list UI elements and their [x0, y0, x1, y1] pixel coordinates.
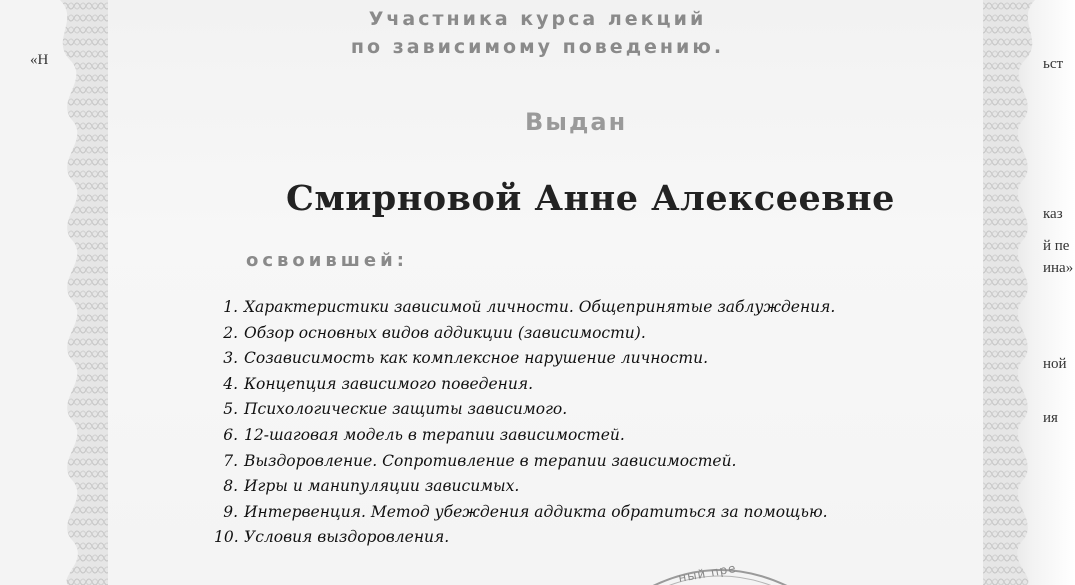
mastered-label: освоившей: [246, 250, 408, 271]
list-item [214, 528, 835, 554]
list-item-number: 5. [223, 400, 238, 419]
list-item [214, 375, 835, 401]
list-item-text: Интервенция. Метод убеждения аддикта обратиться за помощью. [244, 502, 828, 521]
list-item [214, 298, 835, 324]
background-text-fragment: ина» [1043, 260, 1074, 276]
stamp-text: ный пре [677, 561, 738, 585]
background-text-fragment: ия [1043, 410, 1058, 426]
list-item [214, 426, 835, 452]
list-item-number: 8. [223, 477, 238, 496]
list-item-number: 6. [223, 425, 238, 444]
background-text-fragment: каз [1043, 206, 1063, 222]
recipient-name: Смирновой Анне Алексеевне [286, 178, 895, 219]
list-item [214, 349, 835, 375]
list-item [214, 324, 835, 350]
list-item-number: 9. [223, 502, 238, 521]
list-item-number: 2. [223, 323, 238, 342]
list-item-number: 3. [223, 349, 238, 368]
list-item-text: Концепция зависимого поведения. [244, 374, 534, 393]
list-item-number: 4. [223, 374, 238, 393]
issued-label: Выдан [525, 108, 628, 136]
list-item-text: 12-шаговая модель в терапии зависимостей. [244, 425, 625, 444]
certificate-header-line-1: Участника курса лекций [368, 8, 707, 30]
background-text-fragment: й пе [1043, 238, 1070, 254]
list-item-text: Созависимость как комплексное нарушение личности. [244, 349, 709, 368]
list-item [214, 503, 835, 529]
list-item-number: 10. [214, 528, 239, 547]
background-text-fragment: ьст [1043, 56, 1064, 72]
list-item-number: 7. [223, 451, 238, 470]
certificate-header-line-2: по зависимому поведению. [350, 36, 725, 58]
background-text-fragment: ной [1043, 356, 1067, 372]
course-topics-list [214, 298, 835, 554]
list-item-number: 1. [223, 298, 238, 316]
list-item [214, 477, 835, 503]
list-item [214, 452, 835, 478]
list-item [214, 400, 835, 426]
list-item-text: Условия выздоровления. [244, 528, 450, 547]
list-item-text: Обзор основных видов аддикции (зависимости). [244, 323, 646, 342]
list-item-text: Характеристики зависимой личности. Общепринятые заблуждения. [244, 298, 836, 316]
list-item-text: Психологические защиты зависимого. [244, 400, 568, 419]
list-item-text: Выздоровление. Сопротивление в терапии зависимостей. [244, 451, 737, 470]
background-text-fragment: «Н [30, 52, 49, 68]
list-item-text: Игры и манипуляции зависимых. [244, 477, 520, 496]
